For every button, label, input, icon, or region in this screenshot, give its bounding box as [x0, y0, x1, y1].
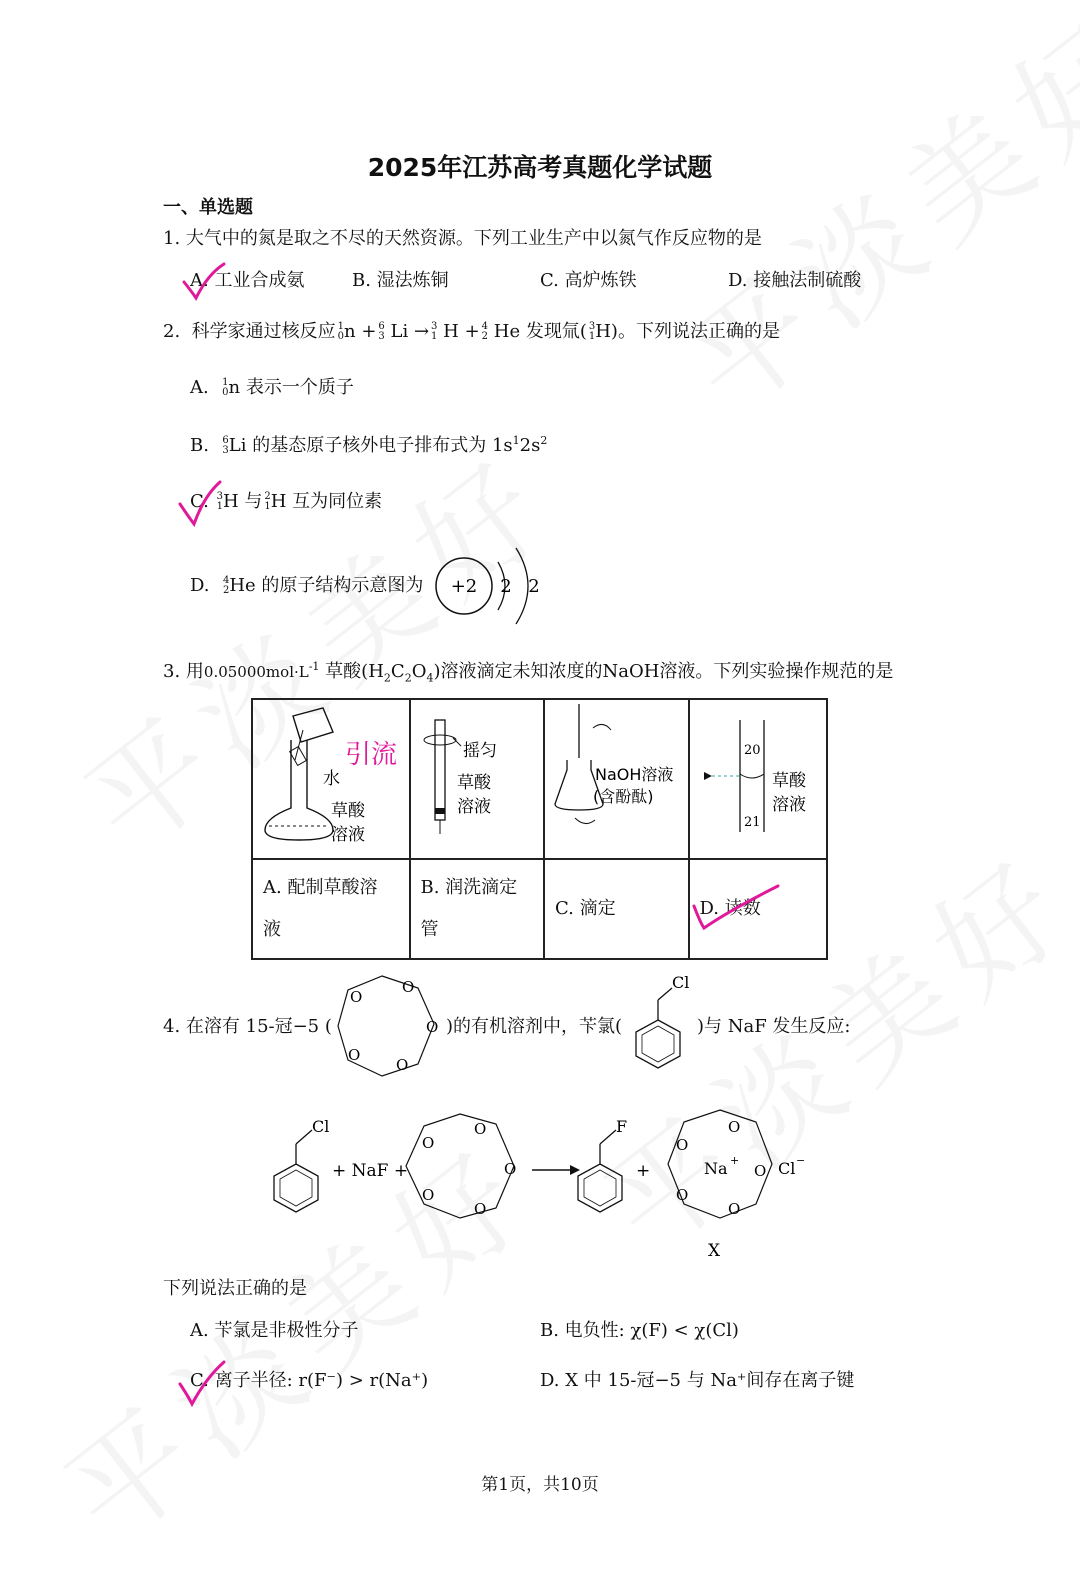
- crown-ether-structure: [322, 968, 442, 1086]
- q4-stem-c: )与 NaF 发生反应:: [697, 1016, 851, 1037]
- checkmark-icon: [176, 480, 226, 528]
- label-oxalic: 草酸: [456, 773, 491, 793]
- reaction-scheme: [260, 1100, 820, 1260]
- svg-text:Na: Na: [704, 1159, 728, 1178]
- svg-text:O: O: [396, 1056, 409, 1074]
- svg-text:F: F: [616, 1117, 628, 1136]
- shell-1-label: 2: [500, 576, 512, 597]
- q4-option-c: C. 离子半径: r(F⁻) > r(Na⁺): [190, 1370, 429, 1391]
- watermark: [646, 0, 1080, 444]
- benzyl-chloride-structure: [628, 968, 698, 1080]
- q2-option-c: C. 3 1H 与 2 1H 互为同位素: [190, 491, 383, 512]
- q1-stem: 1. 大气中的氮是取之不尽的天然资源。下列工业生产中以氮气作反应物的是: [163, 228, 762, 249]
- q4-option-b: B. 电负性: χ(F) < χ(Cl): [540, 1320, 739, 1341]
- checkmark-icon: [690, 884, 782, 934]
- tick-21: 21: [743, 815, 761, 830]
- svg-text:−: −: [796, 1154, 806, 1167]
- q4-prompt: 下列说法正确的是: [163, 1278, 307, 1299]
- q4-option-a: A. 苄氯是非极性分子: [190, 1320, 359, 1341]
- svg-text:O: O: [504, 1160, 517, 1178]
- q3-stem: 3. 用$0.05000mol\cdot L^{-1}$ 草酸$(H_2C_2O_4)$溶液滴定未知浓度的NaOH溶液。下列实验操作规范的是: [163, 660, 894, 685]
- handwritten-note: 引流: [345, 740, 398, 770]
- tick-20: 20: [743, 743, 761, 758]
- label-solution: 溶液: [456, 797, 491, 817]
- image-cell-b: [410, 699, 545, 859]
- q1-option-c: C. 高炉炼铁: [540, 270, 637, 291]
- q1-option-d: D. 接触法制硫酸: [728, 270, 862, 291]
- svg-text:O: O: [426, 1018, 439, 1036]
- svg-text:O: O: [348, 1046, 361, 1064]
- label-oxalic: 草酸: [771, 771, 806, 791]
- svg-text:Cl: Cl: [312, 1117, 330, 1136]
- svg-text:O: O: [728, 1200, 741, 1218]
- image-cell-d: [689, 699, 828, 859]
- volumetric-flask-figure: [253, 700, 408, 854]
- caption-a: A. 配制草酸溶 液: [252, 859, 410, 959]
- label-phenolphthalein: (含酚酞): [593, 787, 654, 806]
- svg-text:O: O: [474, 1200, 487, 1218]
- svg-text:+ NaF +: + NaF +: [332, 1161, 409, 1181]
- burette-rinse-figure: [411, 700, 543, 854]
- q4-stem-b: )的有机溶剂中，苄氯(: [446, 1016, 623, 1037]
- q4-stem-a: 4. 在溶有 15-冠−5 (: [163, 1016, 332, 1037]
- label-oxalic: 草酸: [331, 801, 365, 821]
- q1-option-b: B. 湿法炼铜: [352, 270, 449, 291]
- svg-text:O: O: [422, 1186, 435, 1204]
- checkmark-icon: [180, 262, 230, 302]
- checkmark-icon: [176, 1360, 228, 1408]
- label-naoh: NaOH溶液: [595, 765, 674, 784]
- caption-c: C. 滴定: [544, 859, 689, 959]
- svg-text:Cl: Cl: [778, 1159, 796, 1178]
- svg-text:Cl: Cl: [672, 973, 690, 992]
- caption-b: B. 润洗滴定 管: [410, 859, 545, 959]
- titration-figure: [545, 700, 687, 854]
- q2-option-b: B. 6 3Li 的基态原子核外电子排布式为 $1s^12s^2$: [190, 434, 548, 456]
- svg-text:+: +: [730, 1154, 740, 1167]
- svg-text:O: O: [402, 978, 415, 996]
- image-cell-a: [252, 699, 410, 859]
- label-water: 水: [323, 769, 340, 789]
- caption-d: D. 读数: [689, 859, 828, 959]
- svg-text:O: O: [754, 1162, 767, 1180]
- q4-option-d: D. X 中 15-冠−5 与 Na⁺间存在离子键: [540, 1370, 855, 1391]
- svg-text:O: O: [676, 1136, 689, 1154]
- q2-option-d: D. 4 2He 的原子结构示意图为: [190, 575, 424, 596]
- svg-text:X: X: [708, 1241, 721, 1260]
- q2-stem: 2. 科学家通过核反应 1 0n + 6 3 Li → 3 1 H + 4 2 He 发现氚( 3 1H)。下列说法正确的是: [163, 321, 780, 342]
- q1-option-a: A. 工业合成氨: [190, 270, 305, 291]
- label-shake: 摇匀: [462, 741, 497, 761]
- shell-2-label: 2: [528, 576, 540, 597]
- svg-text:O: O: [350, 988, 363, 1006]
- label-solution: 溶液: [771, 795, 806, 815]
- svg-text:O: O: [422, 1134, 435, 1152]
- helium-atom-diagram: [430, 540, 550, 632]
- svg-text:O: O: [474, 1120, 487, 1138]
- section-heading: 一、单选题: [163, 197, 253, 218]
- q2-option-a: A. 1 0n 表示一个质子: [190, 377, 354, 398]
- image-cell-c: [544, 699, 689, 859]
- svg-text:O: O: [728, 1118, 741, 1136]
- nucleus-label: +2: [450, 576, 478, 597]
- page-footer: 第1页，共10页: [481, 1475, 599, 1495]
- burette-reading-figure: [690, 700, 826, 854]
- page-title: 2025年江苏高考真题化学试题: [367, 153, 713, 182]
- label-solution: 溶液: [331, 825, 365, 845]
- svg-text:O: O: [676, 1186, 689, 1204]
- svg-text:+: +: [636, 1161, 651, 1181]
